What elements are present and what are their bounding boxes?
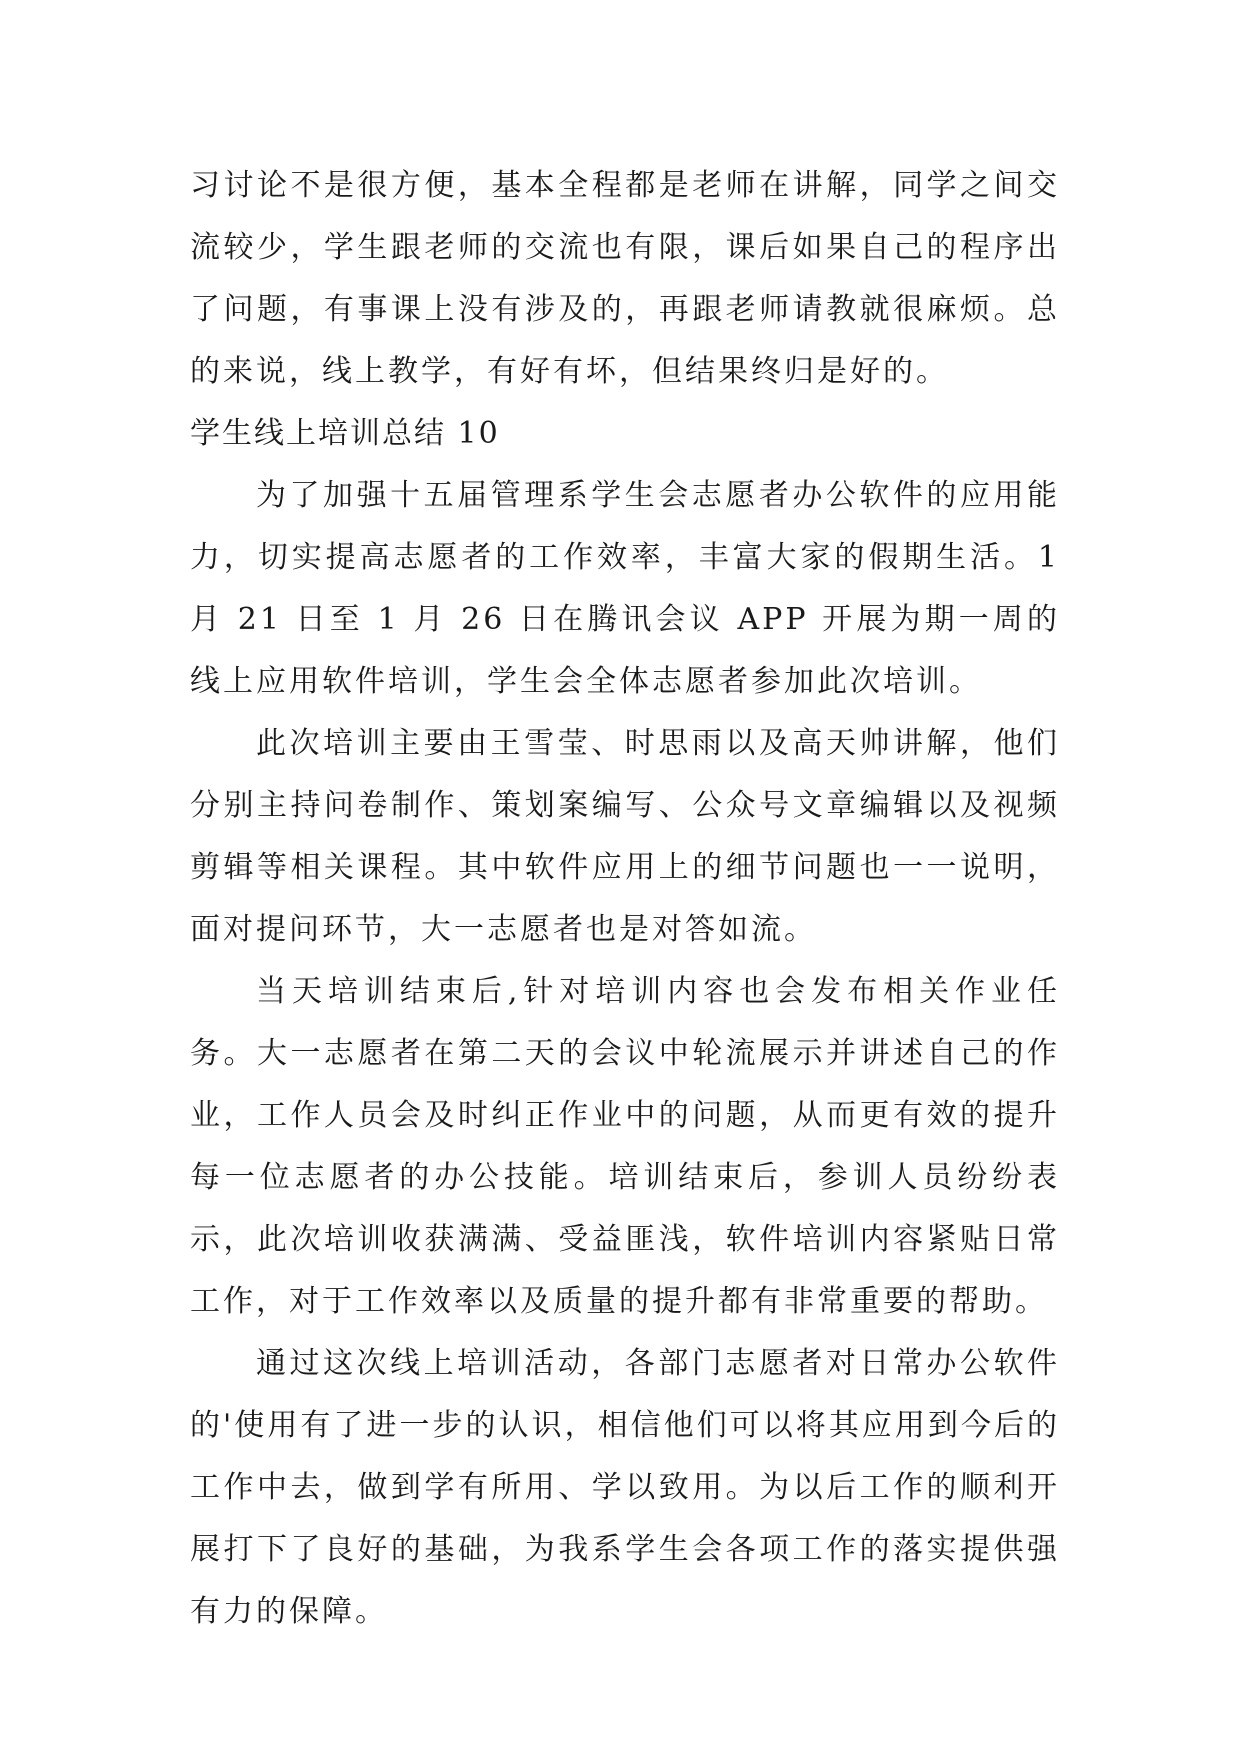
paragraph-2: 此次培训主要由王雪莹、时思雨以及高天帅讲解，他们分别主持问卷制作、策划案编写、公众号文章编辑以及视频剪辑等相关课程。其中软件应用上的细节问题也一一说明，面对提问环节，大一志愿者也是对答如流。 [190,726,1060,947]
section-heading: 学生线上培训总结 10 [190,416,500,451]
paragraph-1: 为了加强十五届管理系学生会志愿者办公软件的应用能力，切实提高志愿者的工作效率，丰富大家的假期生活。1 月 21 日至 1 月 26 日在腾讯会议 APP 开展为期一周的线上应用软件培训，学生会全体志愿者参加此次培训。 [190,478,1060,699]
paragraph-3: 当天培训结束后,针对培训内容也会发布相关作业任务。大一志愿者在第二天的会议中轮流展示并讲述自己的作业，工作人员会及时纠正作业中的问题，从而更有效的提升每一位志愿者的办公技能。培训结束后，参训人员纷纷表示，此次培训收获满满、受益匪浅，软件培训内容紧贴日常工作，对于工作效率以及质量的提升都有非常重要的帮助。 [190,974,1060,1319]
document-body [190,155,1060,1643]
continued-paragraph: 习讨论不是很方便，基本全程都是老师在讲解，同学之间交流较少，学生跟老师的交流也有限，课后如果自己的程序出了问题，有事课上没有涉及的，再跟老师请教就很麻烦。总的来说，线上教学，有好有坏，但结果终归是好的。 [190,168,1060,389]
paragraph-4: 通过这次线上培训活动，各部门志愿者对日常办公软件的'使用有了进一步的认识，相信他们可以将其应用到今后的工作中去，做到学有所用、学以致用。为以后工作的顺利开展打下了良好的基础，为我系学生会各项工作的落实提供强有力的保障。 [190,1346,1060,1629]
